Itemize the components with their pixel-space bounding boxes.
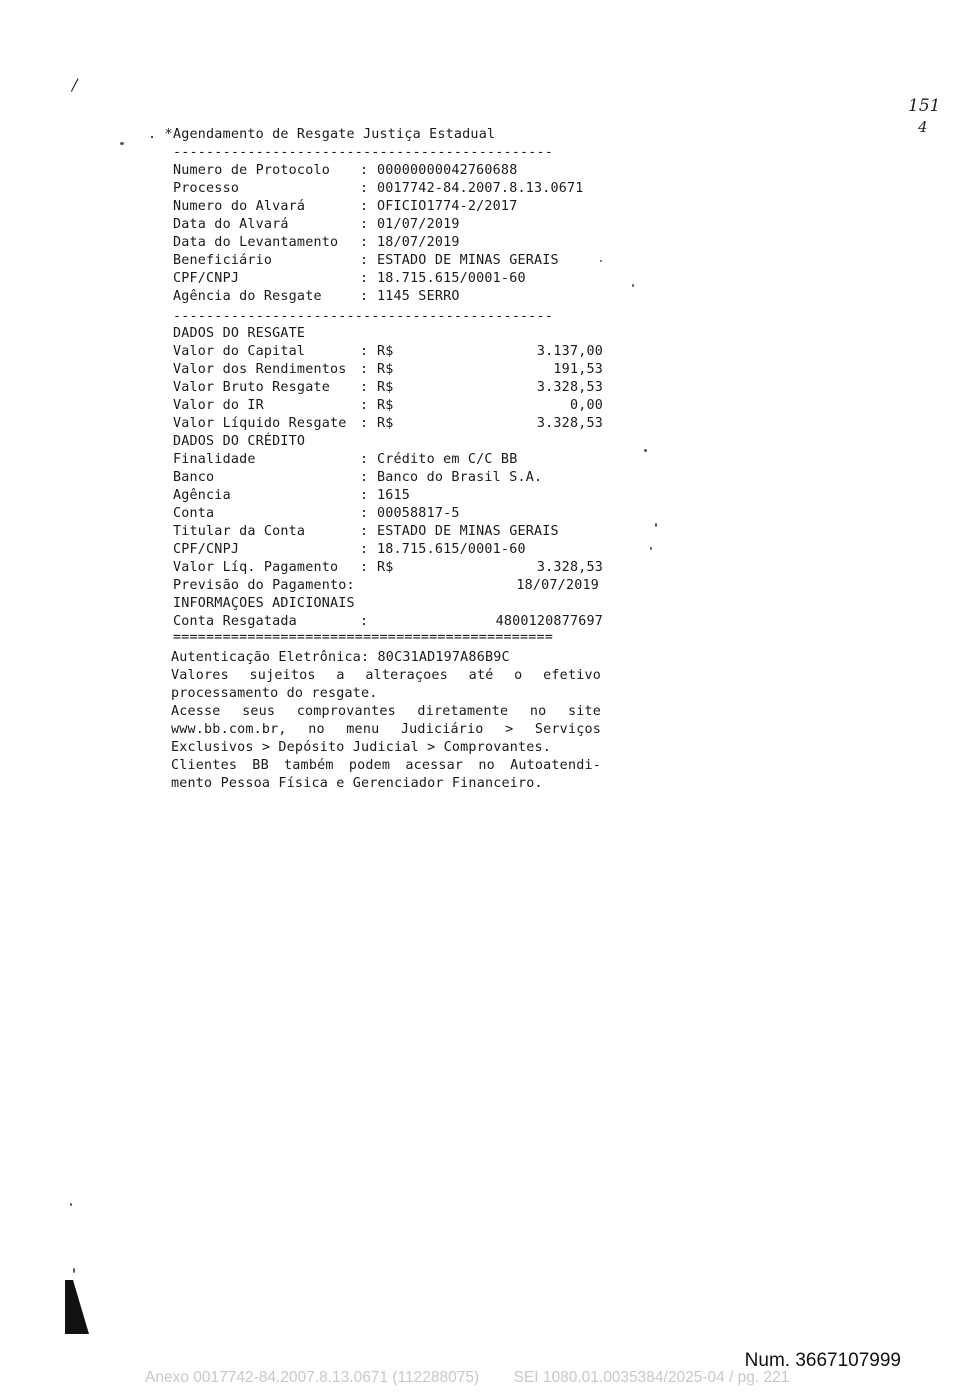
- field-value: Banco do Brasil S.A.: [377, 470, 543, 485]
- pagamento-row: [173, 560, 603, 578]
- paragraph-line: Exclusivos > Depósito Judicial > Comprovantes.: [171, 740, 552, 755]
- currency-symbol: R$: [377, 362, 394, 377]
- currency-symbol: R$: [377, 398, 394, 413]
- field-row: [173, 380, 603, 398]
- separator-equals: ==============================================: [173, 630, 554, 645]
- field-value: 01/07/2019: [377, 217, 460, 232]
- paragraph-line: Clientes BB também podem acessar no Autoatendi-: [171, 758, 601, 773]
- field-amount: 3.328,53: [536, 560, 603, 575]
- info-paragraph: [171, 667, 601, 793]
- field-amount: 191,53: [553, 362, 603, 377]
- footer-watermark: Anexo 0017742-84.2007.8.13.0671 (112288075) SEI 1080.01.0035384/2025-04 / pg. 221: [145, 1369, 790, 1386]
- field-colon: :: [360, 217, 369, 232]
- paragraph-line: processamento do resgate.: [171, 686, 378, 701]
- field-row: [173, 289, 603, 307]
- handwritten-mark: 4: [918, 118, 928, 136]
- field-row: [173, 542, 603, 560]
- field-label: CPF/CNPJ: [173, 542, 240, 557]
- field-colon: :: [360, 380, 369, 395]
- field-label: Titular da Conta: [173, 524, 306, 539]
- field-amount: 0,00: [569, 398, 603, 413]
- field-amount: 3.328,53: [536, 416, 603, 431]
- field-colon: :: [360, 452, 369, 467]
- page-number-handwritten: 151: [908, 96, 941, 116]
- scan-edge-mark: [65, 1280, 95, 1340]
- field-row: [173, 524, 603, 542]
- field-row: [173, 217, 603, 235]
- paragraph-line: Acesse seus comprovantes diretamente no site: [171, 704, 601, 719]
- field-colon: :: [360, 344, 369, 359]
- autenticacao-eletronica: Autenticação Eletrônica: 80C31AD197A86B9C: [171, 650, 510, 665]
- section-title-credito: DADOS DO CRÉDITO: [173, 434, 306, 449]
- field-label: Agência do Resgate: [173, 289, 322, 304]
- field-row: [173, 488, 603, 506]
- field-value: OFICIO1774-2/2017: [377, 199, 518, 214]
- field-colon: :: [360, 235, 369, 250]
- field-value: 18.715.615/0001-60: [377, 271, 526, 286]
- field-label: Conta Resgatada: [173, 614, 297, 629]
- field-row: [173, 452, 603, 470]
- field-colon: :: [360, 362, 369, 377]
- field-colon: :: [360, 271, 369, 286]
- scan-speck: [632, 284, 634, 287]
- field-value: Crédito em C/C BB: [377, 452, 518, 467]
- paragraph-line: Valores sujeitos a alteraçoes até o efetivo: [171, 668, 601, 683]
- currency-symbol: R$: [377, 344, 394, 359]
- field-colon: :: [360, 614, 369, 629]
- field-label: Valor do IR: [173, 398, 264, 413]
- scan-speck: [73, 1268, 75, 1273]
- field-value: 1615: [377, 488, 411, 503]
- scan-speck: [644, 449, 647, 452]
- scan-speck: [70, 1203, 72, 1206]
- field-value: 18.715.615/0001-60: [377, 542, 526, 557]
- field-amount: 3.328,53: [536, 380, 603, 395]
- scan-speck: [650, 547, 652, 550]
- currency-symbol: R$: [377, 560, 394, 575]
- scan-speck: [655, 523, 657, 527]
- document-title: Agendamento de Resgate Justiça Estadual: [173, 127, 496, 142]
- separator-dash: ----------------------------------------------: [173, 309, 554, 324]
- field-row: [173, 362, 603, 380]
- field-row: [173, 181, 603, 199]
- field-label: Processo: [173, 181, 240, 196]
- field-label: Conta: [173, 506, 215, 521]
- field-label: Data do Levantamento: [173, 235, 339, 250]
- header-bullet: . *: [148, 127, 173, 142]
- field-label: Agência: [173, 488, 231, 503]
- paragraph-line: www.bb.com.br, no menu Judiciário > Serviços: [171, 722, 601, 737]
- field-colon: :: [360, 560, 369, 575]
- field-value: 4800120877697: [495, 614, 603, 629]
- field-label: Numero de Protocolo: [173, 163, 330, 178]
- field-value: 0017742-84.2007.8.13.0671: [377, 181, 584, 196]
- field-colon: :: [360, 506, 369, 521]
- field-row: [173, 470, 603, 488]
- field-label: Numero do Alvará: [173, 199, 306, 214]
- field-colon: :: [360, 181, 369, 196]
- field-row: [173, 398, 603, 416]
- scan-speck: [120, 142, 124, 145]
- field-colon: :: [360, 488, 369, 503]
- field-label: Beneficiário: [173, 253, 273, 268]
- field-value: 00058817-5: [377, 506, 460, 521]
- field-value: 1145 SERRO: [377, 289, 460, 304]
- field-row: [173, 271, 603, 289]
- field-row: [173, 163, 603, 181]
- field-label: Valor Bruto Resgate: [173, 380, 330, 395]
- field-amount: 3.137,00: [536, 344, 603, 359]
- handwritten-stroke: /: [72, 75, 78, 94]
- scan-speck: [600, 260, 602, 262]
- currency-symbol: R$: [377, 416, 394, 431]
- field-colon: :: [360, 470, 369, 485]
- section-title-resgate: DADOS DO RESGATE: [173, 326, 306, 341]
- field-value: 18/07/2019: [516, 578, 599, 593]
- field-value: 00000000042760688: [377, 163, 518, 178]
- field-value: ESTADO DE MINAS GERAIS: [377, 524, 559, 539]
- field-label: Data do Alvará: [173, 217, 289, 232]
- field-colon: :: [360, 199, 369, 214]
- field-colon: :: [360, 542, 369, 557]
- field-label: Valor dos Rendimentos: [173, 362, 347, 377]
- paragraph-line: mento Pessoa Física e Gerenciador Financeiro.: [171, 776, 543, 791]
- field-label: Previsão do Pagamento:: [173, 578, 355, 593]
- field-colon: :: [360, 253, 369, 268]
- field-row: [173, 199, 603, 217]
- document-number: Num. 3667107999: [744, 1350, 901, 1371]
- field-colon: :: [360, 289, 369, 304]
- field-label: Valor Líquido Resgate: [173, 416, 347, 431]
- field-row: [173, 253, 603, 271]
- field-row: [173, 235, 603, 253]
- field-value: ESTADO DE MINAS GERAIS: [377, 253, 559, 268]
- previsao-row: [173, 578, 603, 596]
- field-colon: :: [360, 398, 369, 413]
- field-label: Banco: [173, 470, 215, 485]
- field-label: CPF/CNPJ: [173, 271, 240, 286]
- field-label: Valor do Capital: [173, 344, 306, 359]
- field-label: Valor Líq. Pagamento: [173, 560, 339, 575]
- field-colon: :: [360, 524, 369, 539]
- field-row: [173, 416, 603, 434]
- section-title-adicionais: INFORMAÇOES ADICIONAIS: [173, 596, 355, 611]
- field-value: 18/07/2019: [377, 235, 460, 250]
- currency-symbol: R$: [377, 380, 394, 395]
- field-row: [173, 506, 603, 524]
- field-colon: :: [360, 163, 369, 178]
- field-colon: :: [360, 416, 369, 431]
- field-label: Finalidade: [173, 452, 256, 467]
- field-row: [173, 344, 603, 362]
- separator-dash: ----------------------------------------------: [173, 145, 554, 160]
